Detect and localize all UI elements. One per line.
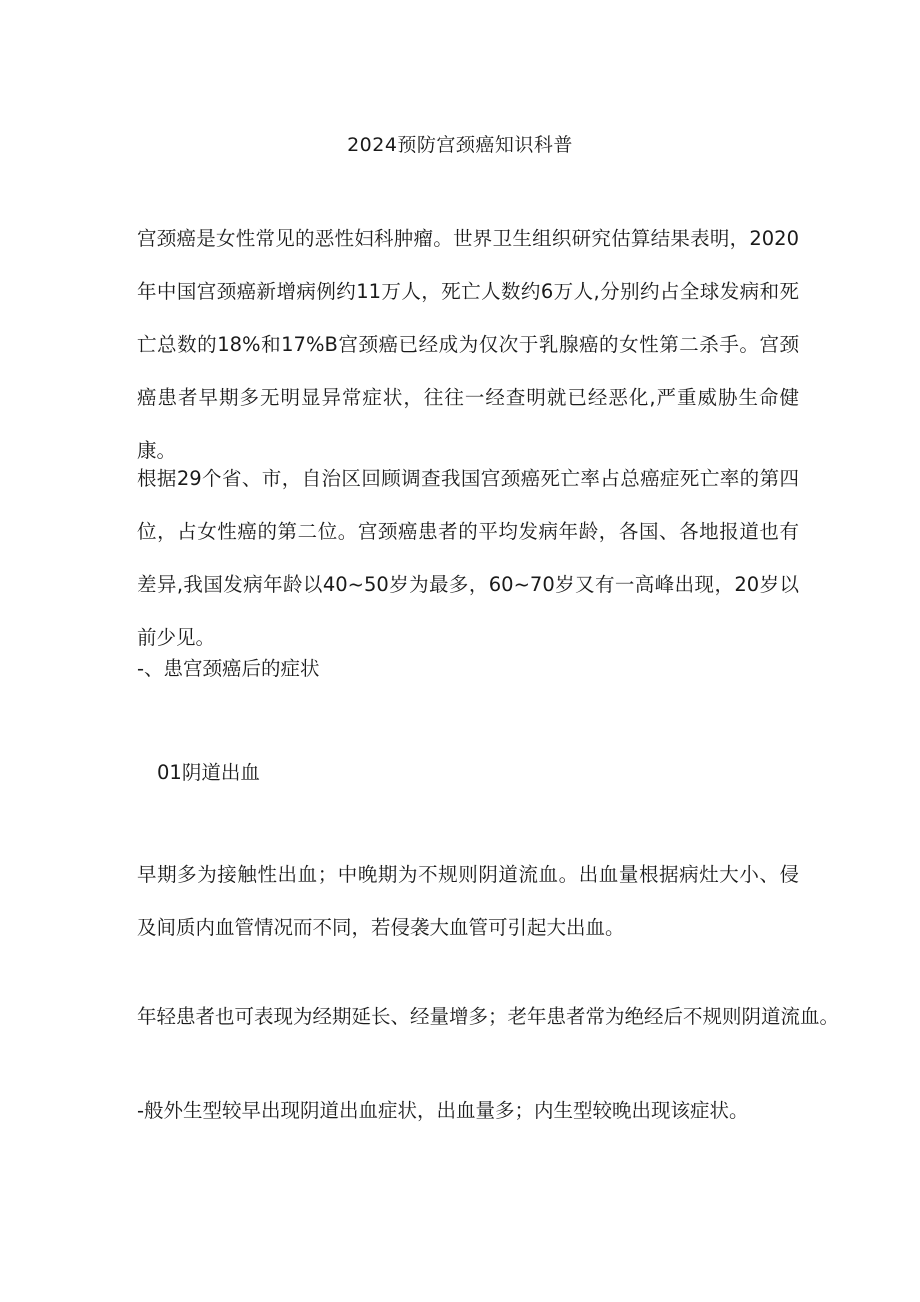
bleeding-age-paragraph: 年轻患者也可表现为经期延长、经量增多；老年患者常为绝经后不规则阴道流血。: [137, 1005, 840, 1028]
subsection-heading-bleeding: 01阴道出血: [157, 761, 260, 784]
intro-paragraph: 宫颈癌是女性常见的恶性妇科肿瘤。世界卫生组织研究估算结果表明，2020年中国宫颈癌新增病例约11万人，死亡人数约6万人,分别约占全球发病和死亡总数的18%和17%B宫颈癌已经成为仅次于乳腺癌的女性第二杀手。宫颈癌患者早期多无明显异常症状，往往一经查明就已经恶化,严重威胁生命健康。: [137, 227, 799, 462]
section-heading-symptoms: -、患宫颈癌后的症状: [137, 657, 320, 680]
statistics-paragraph: 根据29个省、市，自治区回顾调查我国宫颈癌死亡率占总癌症死亡率的第四位，占女性癌的第二位。宫颈癌患者的平均发病年龄，各国、各地报道也有差异,我国发病年龄以40~50岁为最多，60~70岁又有一高峰出现，20岁以前少见。: [137, 467, 799, 649]
bleeding-stages-paragraph: 早期多为接触性出血；中晚期为不规则阴道流血。出血量根据病灶大小、侵及间质内血管情况而不同，若侵袭大血管可引起大出血。: [137, 863, 799, 939]
bleeding-type-paragraph: -般外生型较早出现阴道出血症状，出血量多；内生型较晚出现该症状。: [137, 1099, 749, 1122]
document-title: 2024预防宫颈癌知识科普: [347, 134, 573, 156]
